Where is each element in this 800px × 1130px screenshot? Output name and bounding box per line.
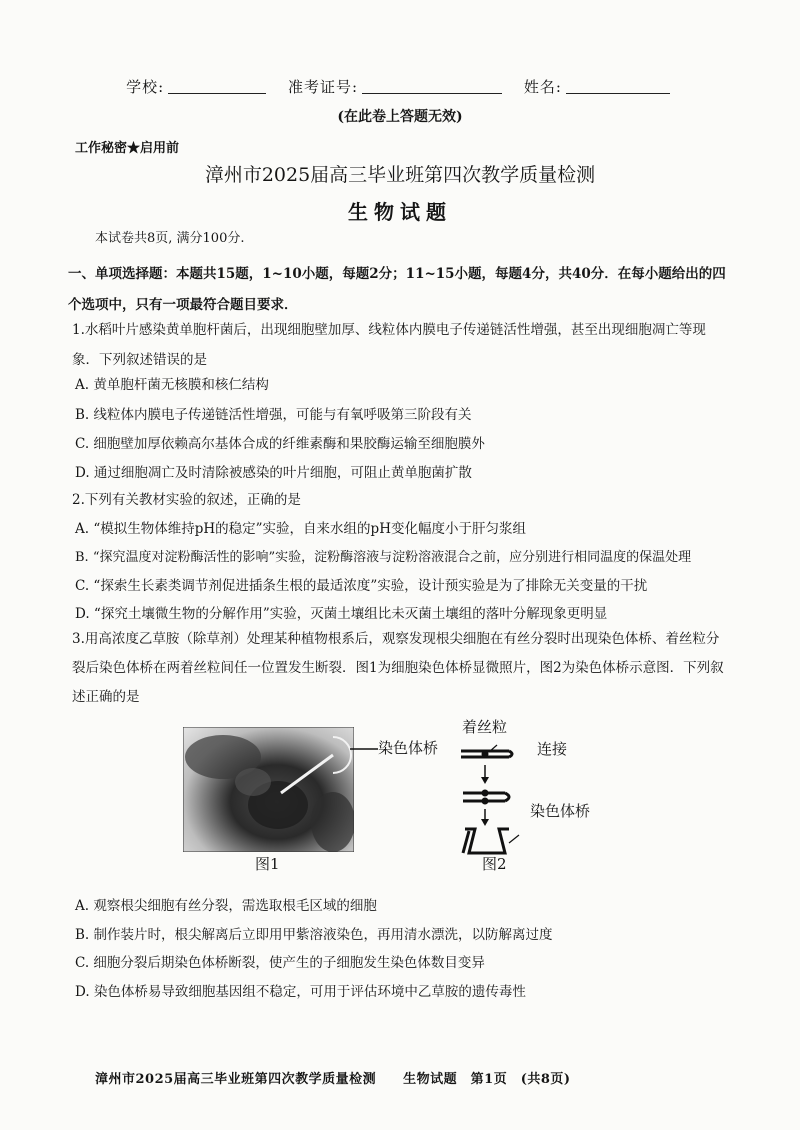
q2-option-b: B. “探究温度对淀粉酶活性的影响”实验，淀粉酶溶液与淀粉溶液混合之前，应分别进行相同温度的保温处理	[75, 550, 692, 565]
micrograph-image	[183, 727, 354, 852]
invalid-answer-note: (在此卷上答题无效)	[337, 109, 463, 125]
q3-option-d: D. 染色体桥易导致细胞基因组不稳定，可用于评估环境中乙草胺的遗传毒性	[75, 984, 526, 1000]
question-1-stem: 1.水稻叶片感染黄单胞杆菌后，出现细胞壁加厚、线粒体内膜电子传递链活性增强，甚至出现细胞凋亡等现象．下列叙述错误的是	[72, 322, 706, 368]
figure-1-caption: 图1	[255, 855, 280, 873]
exam-title: 漳州市2025届高三毕业班第四次教学质量检测	[204, 164, 596, 186]
figure-2-centromere-label: 着丝粒	[462, 718, 508, 736]
figure-2-caption: 图2	[482, 855, 507, 873]
school-blank	[168, 79, 266, 94]
exam-info: 本试卷共8页, 满分100分.	[95, 231, 245, 246]
q1-option-b: B. 线粒体内膜电子传递链活性增强，可能与有氧呼吸第三阶段有关	[75, 407, 472, 423]
candidate-info-line	[0, 76, 800, 97]
figure-2-connect-label: 连接	[537, 740, 568, 758]
secret-mark: 工作秘密★启用前	[75, 141, 180, 156]
subject-title: 生物试题	[348, 200, 452, 224]
page-footer: 漳州市2025届高三毕业班第四次教学质量检测 生物试题 第1页 (共8页)	[95, 1072, 571, 1087]
question-2-stem: 2.下列有关教材实验的叙述，正确的是	[72, 492, 301, 508]
name-blank	[566, 79, 670, 94]
question-3-stem: 3.用高浓度乙草胺（除草剂）处理某种植物根系后，观察发现根尖细胞在有丝分裂时出现染色体桥、着丝粒分裂后染色体桥在两着丝粒间任一位置发生断裂．图1为细胞染色体桥显微照片，图2为染色体桥示意图．下列叙述正确的是	[72, 631, 724, 705]
section-heading: 一、单项选择题：本题共15题，1~10小题，每题2分；11~15小题，每题4分，共40分．在每小题给出的四个选项中，只有一项最符合题目要求．	[68, 266, 726, 313]
q1-option-a: A. 黄单胞杆菌无核膜和核仁结构	[75, 377, 269, 393]
name-label: 姓名:	[523, 78, 562, 96]
exam-id-blank	[362, 79, 502, 94]
figure-1-micrograph	[183, 727, 354, 852]
q3-option-a: A. 观察根尖细胞有丝分裂，需选取根毛区域的细胞	[75, 898, 377, 914]
q3-option-b: B. 制作装片时，根尖解离后立即用甲紫溶液染色，再用清水漂洗，以防解离过度	[75, 927, 553, 943]
q2-option-a: A. “模拟生物体维持pH的稳定”实验，自来水组的pH变化幅度小于肝匀浆组	[75, 521, 526, 537]
q2-option-c: C. “探索生长素类调节剂促进插条生根的最适浓度”实验，设计预实验是为了排除无关变量的干扰	[75, 578, 648, 594]
figure-1-pointer	[350, 742, 380, 756]
exam-id-label: 准考证号:	[287, 78, 359, 96]
q3-option-c: C. 细胞分裂后期染色体桥断裂，使产生的子细胞发生染色体数目变异	[75, 955, 485, 971]
school-label: 学校:	[126, 78, 165, 96]
q1-option-d: D. 通过细胞凋亡及时清除被感染的叶片细胞，可阻止黄单胞菌扩散	[75, 465, 472, 481]
q1-option-c: C. 细胞壁加厚依赖高尔基体合成的纤维素酶和果胶酶运输至细胞膜外	[75, 436, 485, 452]
q2-option-d: D. “探究土壤微生物的分解作用”实验，灭菌土壤组比未灭菌土壤组的落叶分解现象更明显	[75, 606, 608, 622]
figure-1-bridge-label: 染色体桥	[378, 739, 439, 757]
figure-2-schematic	[455, 735, 535, 860]
figure-2-bridge-label: 染色体桥	[530, 802, 591, 820]
